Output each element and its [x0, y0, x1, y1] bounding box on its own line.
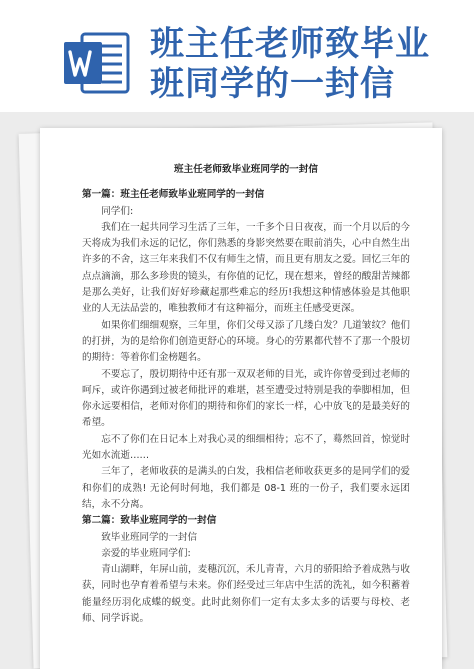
section-1-paragraph: 不要忘了，殷切期待中还有那一双双老师的目光，或许你曾受到过老师的呵斥，或许你遇到过被老师批评的难堪，甚至遭受过特别是我的拳脚相加，但你永远要相信，老师对你们的期待和你们的家长一样，心中放飞的是最美好的希望。	[82, 368, 410, 429]
section-2-line: 亲爱的毕业班同学们:	[101, 547, 191, 559]
section-1-paragraph: 我们在一起共同学习生活了三年，一千多个日日夜夜，而一个月以后的今天将成为我们永远的记忆，你们熟悉的身影突然要在眼前消失，心中自然生出许多的不舍，这三年来我们不仅有师生之情，而且更有朋友之爱。回忆三年的点点滴滴，那么多珍贵的镜头，有你值的记忆，现在想来，曾经的酸甜苦辣都是那么美好，让我们好好珍藏起那些难忘的经历!我想这种情感体验是其他职业的人无法品尝的，唯独教师才有这种福分，而班主任感受更深。	[82, 221, 410, 315]
section-1-paragraph: 三年了，老师收获的是满头的白发，我相信老师收获更多的是同学们的爱和你们的成熟! 无论何时何地，我们都是 08-1 班的一份子，我们要永远团结，永不分离。	[82, 466, 410, 510]
document-title: 班主任老师致毕业班同学的一封信	[174, 164, 318, 175]
banner-title	[150, 24, 470, 104]
section-2-paragraph: 青山湖畔，年屏山前，麦穗沉沉，禾儿青青，六月的骄阳给予着成熟与收获，同时也孕育着希望与未来。你们经受过三年店中生活的洗礼，如今积蓄着能量经历羽化成蝶的蜕变。此时此刻你们一定有太多太多的话要与母校、老师、同学诉说。	[82, 564, 410, 625]
section-1-paragraph: 如果你们细细观察，三年里，你们父母又添了几缕白发？几道皱纹？他们的打拼，为的是给你们创造更舒心的环境。身心的劳累都代替不了那一个殷切的期待：等着你们金榜题名。	[82, 319, 410, 364]
section-1-greeting: 同学们:	[101, 205, 134, 217]
section-1-heading: 第一篇：班主任老师致毕业班同学的一封信	[82, 189, 265, 201]
banner-title-line-2: 班同学的一封信	[150, 64, 395, 104]
document-body	[82, 162, 410, 627]
banner-title-line-1: 班主任老师致毕业	[150, 24, 430, 64]
section-2-line: 致毕业班同学的一封信	[101, 531, 198, 543]
section-1-paragraph: 忘不了你们在日记本上对我心灵的细细相待；忘不了，蓦然回首，惊觉时光如水流逝……	[82, 433, 410, 462]
word-document-icon	[62, 28, 132, 98]
title-banner	[0, 0, 474, 112]
section-2-heading: 第二篇：致毕业班同学的一封信	[82, 515, 217, 527]
